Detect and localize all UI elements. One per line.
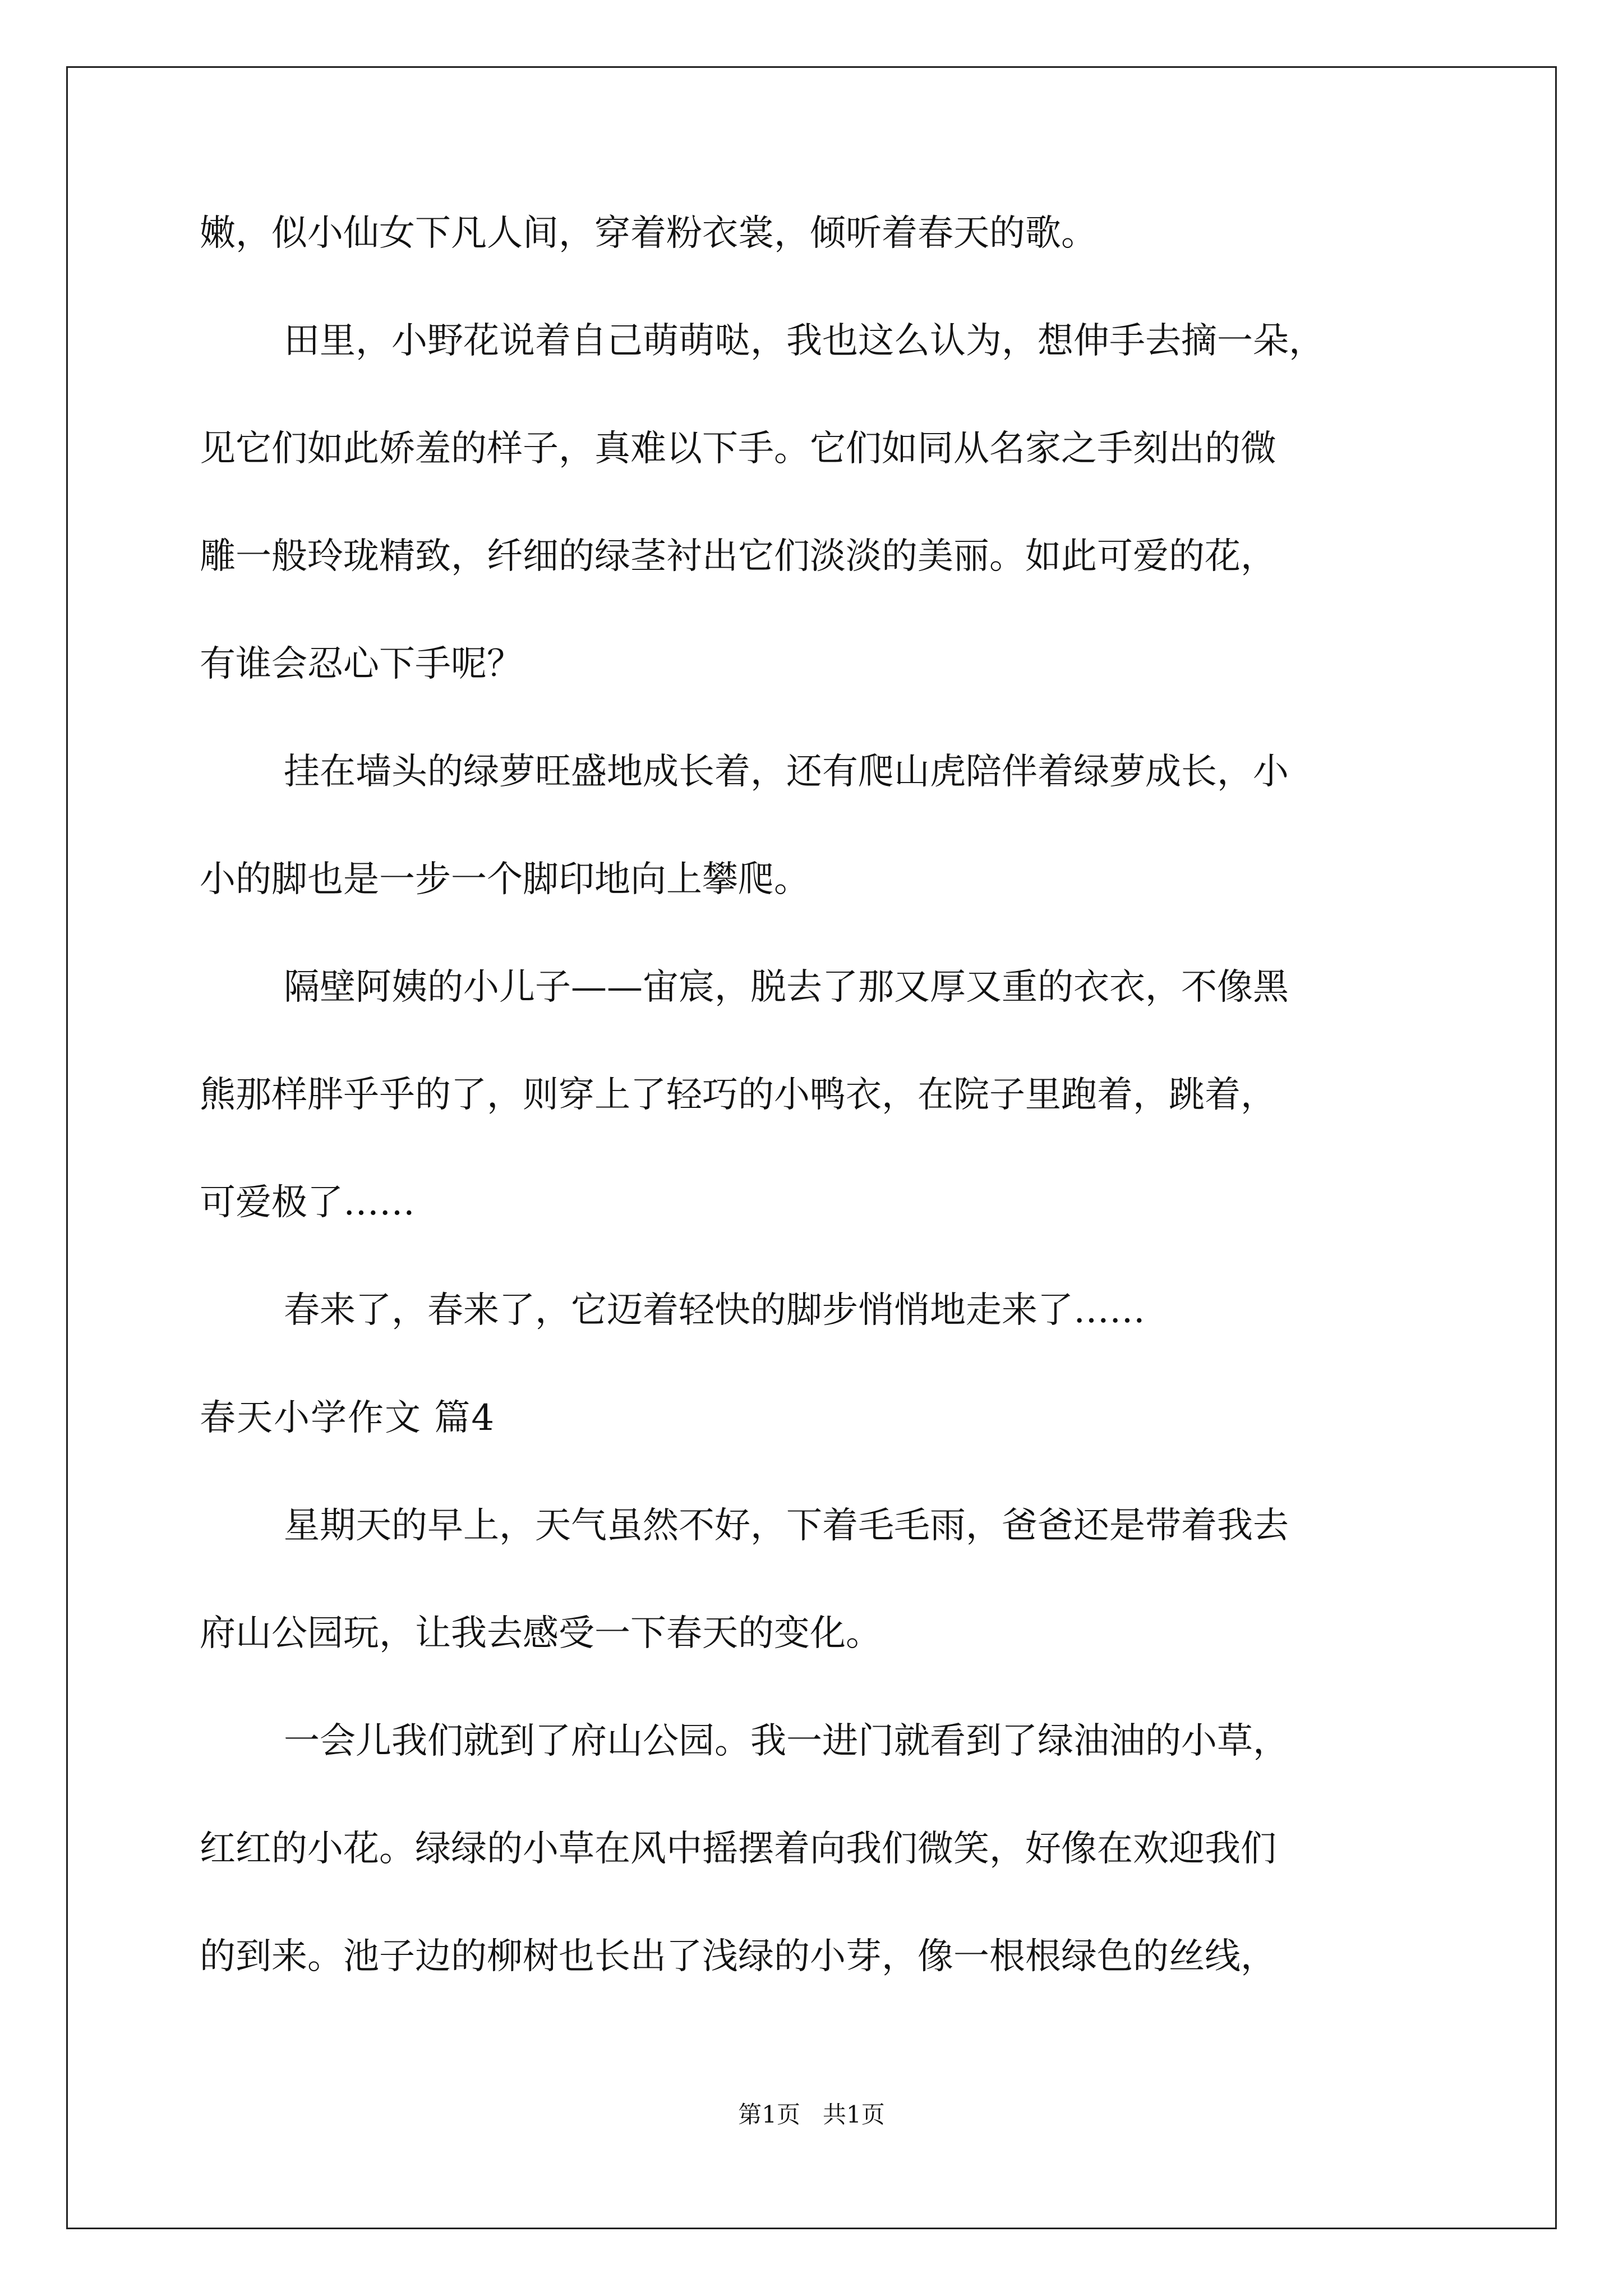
paragraph-start-line: 春来了，春来了，它迈着轻快的脚步悄悄地走来了…… [284,1290,1145,1331]
paragraph-start-line: 田里，小野花说着自己萌萌哒，我也这么认为，想伸手去摘一朵， [284,320,1325,362]
text-line: 可爱极了…… [200,1182,415,1223]
paragraph-start-line: 星期天的早上，天气虽然不好，下着毛毛雨，爸爸还是带着我去 [284,1505,1289,1547]
text-line: 小的脚也是一步一个脚印地向上攀爬。 [200,859,810,900]
text-line: 的到来。池子边的柳树也长出了浅绿的小芽，像一根根绿色的丝线， [200,1936,1276,1977]
text-line: 熊那样胖乎乎的了，则穿上了轻巧的小鸭衣，在院子里跑着，跳着， [200,1074,1276,1116]
paragraph-start-line: 隔壁阿姨的小儿子——宙宸，脱去了那又厚又重的衣衣，不像黑 [284,967,1289,1008]
text-line: 嫩，似小仙女下凡人间，穿着粉衣裳，倾听着春天的歌。 [200,213,1097,254]
text-line: 有谁会忍心下手呢？ [200,643,523,685]
document-body [200,206,1433,2037]
text-line: 府山公园玩，让我去感受一下春天的变化。 [200,1613,882,1654]
page-number: 第1页 [738,2101,800,2128]
text-line: 见它们如此娇羞的样子，真难以下手。它们如同从名家之手刻出的微 [200,428,1276,470]
page-footer [0,2098,1623,2132]
paragraph-start-line: 一会儿我们就到了府山公园。我一进门就看到了绿油油的小草， [284,1720,1289,1762]
text-line: 雕一般玲珑精致，纤细的绿茎衬出它们淡淡的美丽。如此可爱的花， [200,536,1276,577]
page-total: 共1页 [823,2101,885,2128]
paragraph-start-line: 挂在墙头的绿萝旺盛地成长着，还有爬山虎陪伴着绿萝成长，小 [284,751,1289,793]
section-heading: 春天小学作文 篇4 [200,1397,496,1439]
text-line: 红红的小花。绿绿的小草在风中摇摆着向我们微笑，好像在欢迎我们 [200,1828,1276,1870]
